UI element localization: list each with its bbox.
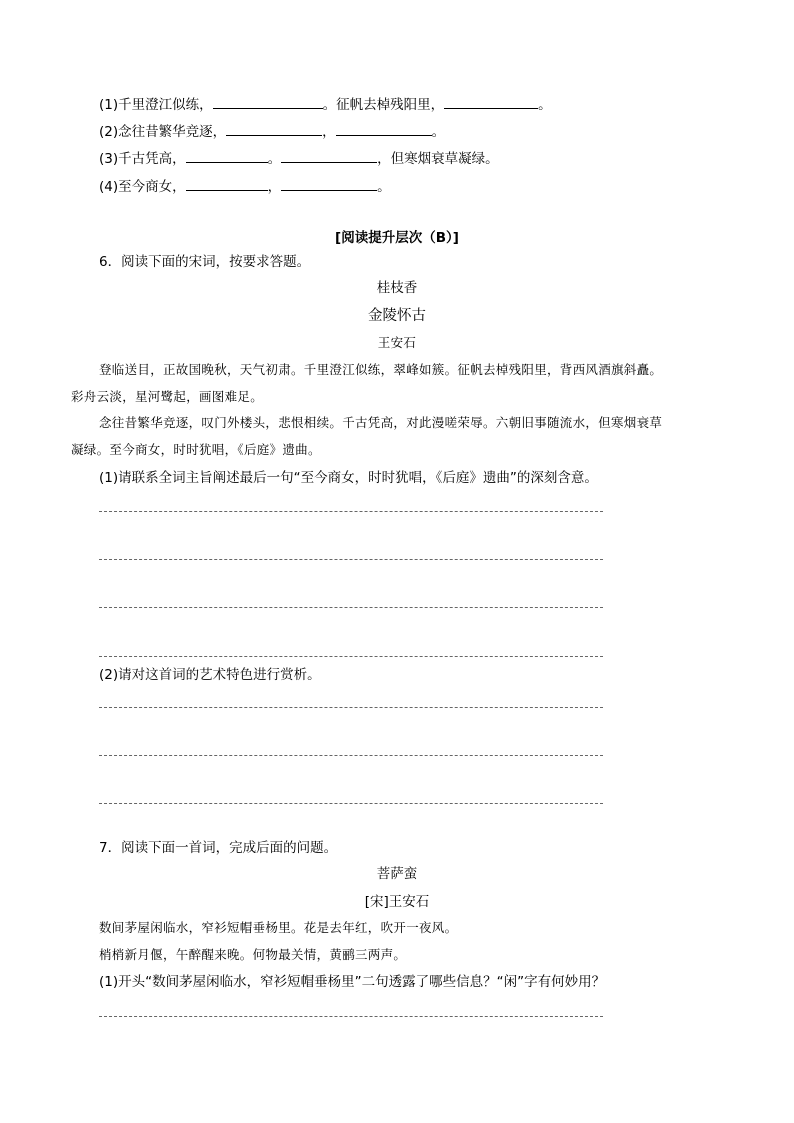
answer-blank[interactable]	[444, 94, 538, 109]
fill-blank-3-mid: 。	[267, 151, 282, 167]
answer-line[interactable]	[99, 656, 603, 657]
q6-intro: 6．阅读下面的宋词，按要求答题。	[99, 254, 311, 270]
answer-blank[interactable]	[281, 176, 377, 191]
answer-blank[interactable]	[186, 148, 268, 163]
fill-blank-2-mid: ，	[322, 124, 336, 140]
fill-blank-4-mid: ，	[267, 179, 282, 195]
q7-intro: 7．阅读下面一首词，完成后面的问题。	[99, 840, 338, 856]
q6-poem-title: 桂枝香	[376, 280, 418, 296]
fill-blank-1-mid: 。征帆去棹残阳里，	[322, 97, 445, 113]
answer-blank[interactable]	[213, 94, 323, 109]
q6-poem-line: 彩舟云淡，星河鹭起，画图难足。	[71, 389, 264, 404]
answer-line[interactable]	[99, 559, 603, 560]
q7-poem-title: 菩萨蛮	[376, 866, 418, 882]
fill-blank-3-prefix: (3)千古凭高，	[99, 151, 186, 167]
answer-line[interactable]	[99, 511, 603, 512]
fill-blank-4-suffix: 。	[377, 179, 391, 195]
q7-subquestion-1: (1)开头“数间茅屋闲临水，窄衫短帽垂杨里”二句透露了哪些信息？“闲”字有何妙用？	[99, 974, 606, 990]
fill-blank-2-prefix: (2)念往昔繁华竞逐，	[99, 124, 227, 140]
answer-blank[interactable]	[281, 148, 377, 163]
answer-line[interactable]	[99, 755, 603, 756]
answer-blank[interactable]	[186, 176, 268, 191]
q7-poem-line: 数间茅屋闲临水，窄衫短帽垂杨里。花是去年红，吹开一夜风。	[99, 920, 458, 935]
answer-blank[interactable]	[226, 121, 322, 136]
fill-blank-1-suffix: 。	[538, 97, 552, 113]
answer-line[interactable]	[99, 607, 603, 608]
fill-blank-2-suffix: 。	[431, 124, 446, 140]
q6-subquestion-1: (1)请联系全词主旨阐述最后一句“至今商女，时时犹唱，《后庭》遗曲”的深刻含意。	[99, 470, 598, 486]
q6-poem-line: 登临送目，正故国晚秋，天气初肃。千里澄江似练，翠峰如簇。征帆去棹残阳里，背西风酒旗斜矗。	[99, 362, 663, 377]
q6-poem-subtitle: 金陵怀古	[368, 308, 426, 324]
q6-poem-author: 王安石	[377, 335, 417, 350]
answer-line[interactable]	[99, 803, 603, 804]
fill-blank-1-prefix: (1)千里澄江似练，	[99, 97, 213, 113]
fill-blank-4	[99, 176, 391, 197]
answer-blank[interactable]	[336, 121, 432, 136]
answer-line[interactable]	[99, 707, 603, 708]
section-heading: [阅读提升层次（B）]	[335, 230, 459, 246]
q6-subquestion-2: (2)请对这首词的艺术特色进行赏析。	[99, 667, 321, 683]
q7-poem-author: [宋]王安石	[364, 894, 430, 910]
q6-poem-line: 凝绿。至今商女，时时犹唱，《后庭》遗曲。	[71, 442, 321, 457]
answer-line[interactable]	[99, 1016, 603, 1017]
fill-blank-2	[99, 121, 445, 142]
fill-blank-3	[99, 148, 499, 169]
fill-blank-3-suffix: ，但寒烟衰草凝绿。	[377, 151, 499, 167]
fill-blank-4-prefix: (4)至今商女，	[99, 179, 186, 195]
q6-poem-line: 念往昔繁华竞逐，叹门外楼头，悲恨相续。千古凭高，对此漫嗟荣辱。六朝旧事随流水，但寒烟衰草	[99, 415, 663, 430]
q7-poem-line: 梢梢新月偃，午醉醒来晚。何物最关情，黄鹂三两声。	[99, 947, 407, 962]
fill-blank-1	[99, 94, 552, 115]
